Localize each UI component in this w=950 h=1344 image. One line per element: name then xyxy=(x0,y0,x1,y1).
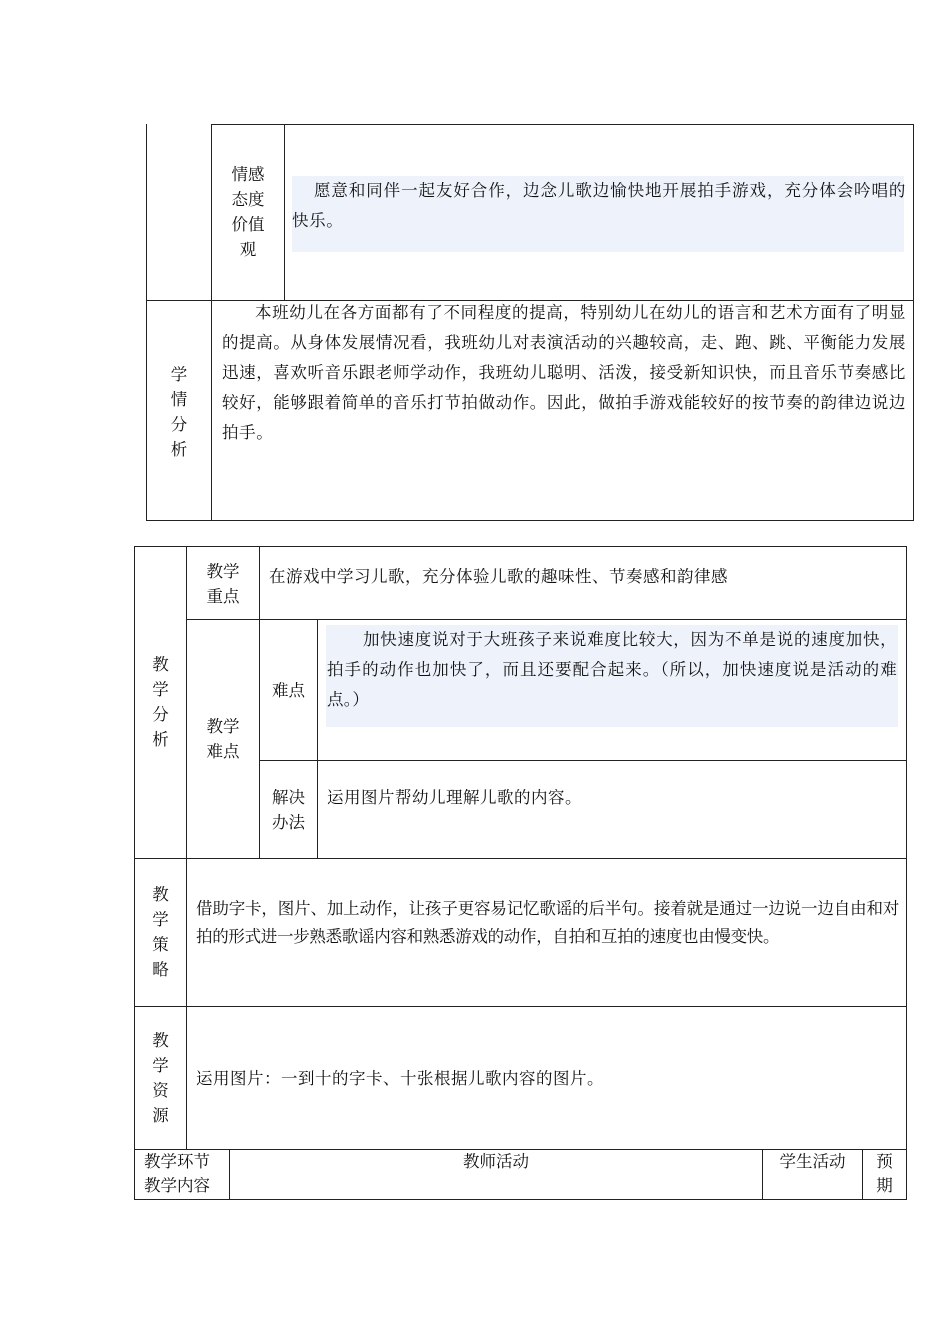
footer-col-teacher: 教师活动 xyxy=(463,1152,529,1171)
strategy-text: 借助字卡，图片、加上动作，让孩子更容易记忆歌谣的后半句。接着就是通过一边说一边自由和对拍的形式进一步熟悉歌谣内容和熟悉游戏的动作，自拍和互拍的速度也由慢变快。 xyxy=(196,899,899,946)
solution-text: 运用图片帮幼儿理解儿歌的内容。 xyxy=(327,788,582,807)
resource-label: 教 学 资 源 xyxy=(152,1031,169,1125)
student-analysis-text: 本班幼儿在各方面都有了不同程度的提高，特别幼儿在幼儿的语言和艺术方面有了明显的提高。从身体发展情况看，我班幼儿对表演活动的兴趣较高，走、跑、跳、平衡能力发展迅速，喜欢听音乐跟老师学动作，我班幼儿聪明、活泼，接受新知识快，而且音乐节奏感比较好，能够跟着简单的音乐打节拍做动作。因此，做拍手游戏能较好的按节奏的韵律边说边拍手。 xyxy=(222,303,906,442)
emotion-label: 情感 态度 价值 观 xyxy=(231,165,265,259)
strategy-label: 教 学 策 略 xyxy=(152,885,169,979)
footer-col-expected: 预 期 xyxy=(876,1152,893,1195)
student-analysis-label: 学 情 分 析 xyxy=(170,365,188,459)
footer-col-student: 学生活动 xyxy=(779,1152,846,1171)
resource-text: 运用图片：一到十的字卡、十张根据儿歌内容的图片。 xyxy=(196,1069,604,1088)
solution-label: 解决 办法 xyxy=(272,788,305,832)
key-point-label: 教学 重点 xyxy=(206,562,240,606)
emotion-text: 愿意和同伴一起友好合作，边念儿歌边愉快地开展拍手游戏，充分体会吟唱的快乐。 xyxy=(292,181,906,230)
teaching-analysis-label: 教 学 分 析 xyxy=(152,655,169,749)
difficulty-label: 教学 难点 xyxy=(206,717,240,761)
hard-label: 难点 xyxy=(272,681,305,700)
hard-text: 加快速度说对于大班孩子来说难度比较大，因为不单是说的速度加快，拍手的动作也加快了，而且还要配合起来。（所以，加快速度说是活动的难点。） xyxy=(327,630,897,709)
footer-col-stage: 教学环节 教学内容 xyxy=(144,1152,210,1195)
key-point-text: 在游戏中学习儿歌，充分体验儿歌的趣味性、节奏感和韵律感 xyxy=(269,567,728,586)
